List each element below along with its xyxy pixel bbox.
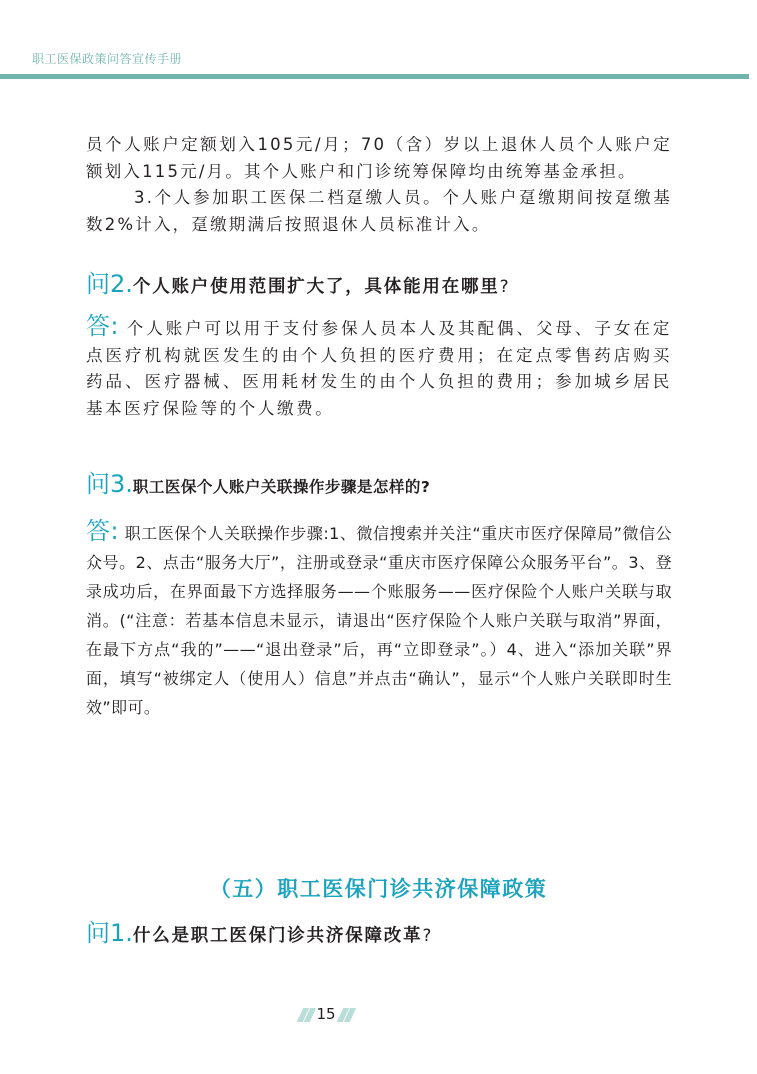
question-label: 问3. bbox=[86, 470, 133, 498]
next-question-block bbox=[86, 913, 672, 948]
section-heading: （五）职工医保门诊共济保障政策 bbox=[209, 877, 548, 901]
answer-label: 答: bbox=[86, 312, 119, 340]
question-3 bbox=[86, 464, 672, 499]
question-mark: ? bbox=[422, 926, 432, 946]
question-label: 问2. bbox=[86, 270, 133, 298]
question-text: 什么是职工医保门诊共济保障改革 bbox=[132, 926, 423, 946]
page-footer bbox=[296, 1005, 356, 1025]
running-header: 职工医保政策问答宣传手册 bbox=[32, 52, 183, 66]
answer-text: 职工医保个人关联操作步骤:1、微信搜索并关注“重庆市医疗保障局”微信公众号。2、点击“服务大厅”，注册或登录“重庆市医疗保障公众服务平台”。3、登录成功后，在界面最下方选择服务——个账服务——医疗保险个人账户关联与取消。(“注意：若基本信息未显示，请退出“医疗保险个人账户关联与取消”界面，在最下方点“我的”——“退出登录”后，再“立即登录”。）4、进入“添加关联”界面，填写“被绑定人（使用人）信息”并点击“确认”，显示“个人账户关联即时生效”即可。 bbox=[86, 524, 672, 717]
answer-2 bbox=[86, 313, 672, 422]
answer-text: 个人账户可以用于支付参保人员本人及其配偶、父母、子女在定点医疗机构就医发生的由个人负担的医疗费用；在定点零售药店购买药品、医疗器械、医用耗材发生的由个人负担的费用；参加城乡居民基本医疗保险等的个人缴费。 bbox=[86, 319, 672, 418]
paragraph-item-3: 3.个人参加职工医保二档趸缴人员。个人账户趸缴期间按趸缴基数2%计入，趸缴期满后按照退休人员标准计入。 bbox=[86, 188, 672, 234]
question-label: 问1. bbox=[86, 919, 133, 947]
answer-3 bbox=[86, 517, 672, 722]
page-number: 15 bbox=[316, 1005, 336, 1023]
question-mark: ? bbox=[499, 277, 509, 297]
header-rule bbox=[0, 74, 749, 79]
question-text: 个人账户使用范围扩大了，具体能用在哪里 bbox=[132, 277, 500, 297]
question-2 bbox=[86, 264, 672, 299]
question-text: 职工医保个人账户关联操作步骤是怎样的? bbox=[132, 478, 431, 496]
question-1 bbox=[86, 913, 672, 948]
continuation-paragraph: 员个人账户定额划入105元/月；70（含）岁以上退休人员个人账户定额划入115元/月。其个人账户和门诊统筹保障均由统筹基金承担。 bbox=[86, 135, 672, 181]
answer-label: 答: bbox=[86, 517, 120, 545]
page-content bbox=[86, 132, 672, 722]
